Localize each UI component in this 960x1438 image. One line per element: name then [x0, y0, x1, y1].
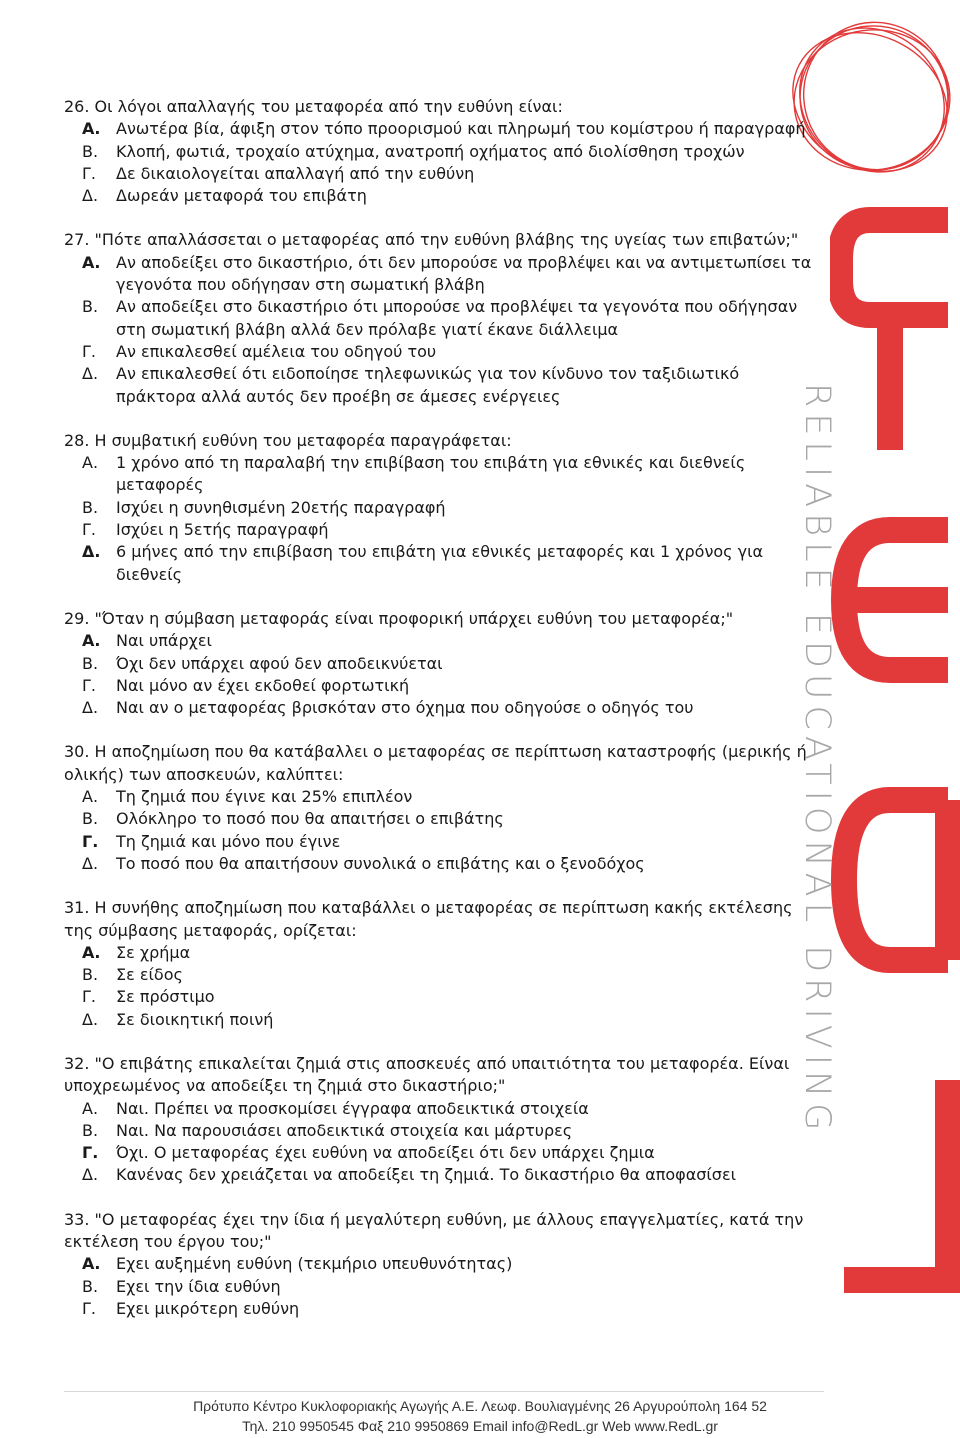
answer-option [82, 697, 814, 719]
answer-letter: Δ. [82, 1009, 99, 1029]
answer-option [82, 1298, 814, 1320]
answer-option [82, 252, 814, 297]
answer-text: Δε δικαιολογείται απαλλαγή από την ευθύνη [116, 163, 475, 183]
question-text [64, 1209, 814, 1254]
answer-option [82, 1253, 814, 1275]
footer-address: Πρότυπο Κέντρο Κυκλοφοριακής Αγωγής Α.Ε. Λεωφ. Βουλιαγμένης 26 Αργυρούπολη 164 52 [193, 1398, 767, 1414]
answer-options [64, 1253, 814, 1320]
answer-option [82, 675, 814, 697]
answer-option [82, 1120, 814, 1142]
answer-letter: Α. [82, 252, 101, 272]
answer-text: Δωρεάν μεταφορά του επιβάτη [116, 186, 367, 206]
answer-letter: Γ. [82, 987, 96, 1007]
answer-options [64, 1098, 814, 1187]
brand-tagline-vertical: RELIABLE EDUCATIONAL DRIVING [797, 383, 837, 1137]
question-text [64, 430, 814, 452]
answer-letter: Α. [82, 119, 101, 139]
question-prompt: "Ο μεταφορέας έχει την ίδια ή μεγαλύτερη ευθύνη, με άλλους επαγγελματίες, κατά την εκτέλεση του έργου του;" [64, 1209, 804, 1252]
answer-text: Τη ζημιά και μόνο που έγινε [116, 831, 341, 851]
answer-text: Αν αποδείξει στο δικαστήριο ότι μπορούσε να προβλέψει τα γεγονότα που οδήγησαν στη σωματική βλάβη αλλά δεν πρόλαβε γιατί έκανε διάλλειμα [116, 297, 798, 339]
answer-text: Σε διοικητική ποινή [116, 1009, 274, 1029]
answer-option [82, 1009, 814, 1031]
question-block [64, 897, 814, 1031]
question-number: 29. [64, 608, 90, 628]
answer-letter: Α. [82, 942, 101, 962]
page-footer [0, 1396, 960, 1436]
answer-option [82, 1164, 814, 1186]
answer-text: Το ποσό που θα απαιτήσουν συνολικά ο επιβάτης και ο ξενοδόχος [116, 853, 645, 873]
answer-text: Σε πρόστιμο [116, 987, 215, 1007]
answer-options [64, 942, 814, 1031]
question-text [64, 741, 814, 786]
answer-letter: Β. [82, 653, 99, 673]
answer-text: Κανένας δεν χρειάζεται να αποδείξει τη ζημιά. Το δικαστήριο θα αποφασίσει [116, 1165, 736, 1185]
answer-option [82, 808, 814, 830]
answer-letter: Δ. [82, 1165, 99, 1185]
answer-option [82, 964, 814, 986]
footer-divider [64, 1391, 824, 1392]
question-block [64, 96, 814, 207]
answer-letter: Δ. [82, 542, 101, 562]
answer-options [64, 452, 814, 586]
question-block [64, 1209, 814, 1320]
answer-option [82, 141, 814, 163]
question-block [64, 1053, 814, 1187]
question-number: 26. [64, 97, 90, 116]
question-prompt: "Ο επιβάτης επικαλείται ζημιά στις αποσκευές από υπαιτιότητα του μεταφορέα. Είναι υποχρεωμένος να αποδείξει τη ζημιά στο δικαστήριο;" [64, 1053, 790, 1096]
answer-option [82, 497, 814, 519]
answer-letter: Β. [82, 297, 99, 317]
questions-list [64, 96, 814, 1342]
answer-letter: Δ. [82, 186, 99, 206]
answer-letter: Γ. [82, 675, 96, 695]
answer-letter: Γ. [82, 1298, 96, 1318]
answer-text: 6 μήνες από την επιβίβαση του επιβάτη για εθνικές μεταφορές και 1 χρόνος για διεθνείς [116, 542, 764, 584]
question-number: 27. [64, 230, 90, 250]
answer-option [82, 1142, 814, 1164]
question-prompt: Η συνήθης αποζημίωση που καταβάλλει ο μεταφορέας σε περίπτωση κακής εκτέλεσης της σύμβασης μεταφοράς, ορίζεται: [64, 898, 793, 940]
answer-option [82, 296, 814, 341]
answer-text: Όχι δεν υπάρχει αφού δεν αποδεικνύεται [116, 653, 443, 673]
question-text [64, 1053, 814, 1098]
question-block [64, 229, 814, 407]
answer-option [82, 986, 814, 1008]
answer-option [82, 853, 814, 875]
answer-letter: Β. [82, 1120, 99, 1140]
answer-letter: Α. [82, 631, 101, 651]
question-prompt: Η αποζημίωση που θα κατάβαλλει ο μεταφορέας σε περίπτωση καταστροφής (μερικής ή ολικής) των αποσκευών, καλύπτει: [64, 742, 807, 784]
question-prompt: "Όταν η σύμβαση μεταφοράς είναι προφορική υπάρχει ευθύνη του μεταφορέα;" [94, 608, 734, 628]
answer-option [82, 452, 814, 497]
answer-text: Αν επικαλεσθεί αμέλεια του οδηγού του [116, 341, 437, 361]
answer-letter: Γ. [82, 520, 96, 540]
answer-letter: Α. [82, 1254, 101, 1274]
answer-option [82, 1276, 814, 1298]
question-text [64, 96, 814, 118]
answer-letter: Β. [82, 965, 99, 985]
question-number: 32. [64, 1053, 90, 1073]
answer-text: Ναι αν ο μεταφορέας βρισκόταν στο όχημα που οδηγούσε ο οδηγός του [116, 698, 694, 718]
answer-text: Σε είδος [116, 965, 183, 985]
answer-text: Εχει την ίδια ευθύνη [116, 1276, 281, 1296]
question-block [64, 608, 814, 719]
question-text [64, 229, 814, 251]
answer-letter: Β. [82, 497, 99, 517]
answer-text: Τη ζημιά που έγινε και 25% επιπλέον [116, 787, 413, 807]
answer-letter: Γ. [82, 831, 99, 851]
answer-option [82, 1098, 814, 1120]
answer-text: Σε χρήμα [116, 942, 191, 962]
answer-text: Αν αποδείξει στο δικαστήριο, ότι δεν μπορούσε να προβλέψει και να αντιμετωπίσει τα γεγονότα που οδήγησαν στη σωματική βλάβη [116, 252, 812, 295]
answer-text: Όχι. Ο μεταφορέας έχει ευθύνη να αποδείξει ότι δεν υπάρχει ζημια [116, 1143, 655, 1163]
answer-option [82, 363, 814, 408]
answer-option [82, 341, 814, 363]
answer-option [82, 630, 814, 652]
answer-text: Ολόκληρο το ποσό που θα απαιτήσει ο επιβάτης [116, 809, 504, 829]
question-prompt: Η συμβατική ευθύνη του μεταφορέα παραγράφεται: [94, 430, 512, 450]
answer-letter: Β. [82, 141, 99, 161]
answer-letter: Β. [82, 1276, 99, 1296]
answer-option [82, 519, 814, 541]
answer-option [82, 163, 814, 185]
answer-text: Εχει αυξημένη ευθύνη (τεκμήριο υπευθυνότητας) [116, 1254, 513, 1274]
answer-letter: Δ. [82, 853, 99, 873]
question-number: 30. [64, 742, 90, 762]
question-text [64, 897, 814, 942]
answer-option [82, 942, 814, 964]
answer-text: Ναι μόνο αν έχει εκδοθεί φορτωτική [116, 675, 410, 695]
answer-letter: Β. [82, 809, 99, 829]
question-number: 33. [64, 1209, 90, 1229]
question-number: 31. [64, 898, 90, 918]
answer-option [82, 653, 814, 675]
question-block [64, 741, 814, 875]
answer-letter: Γ. [82, 163, 96, 183]
answer-text: 1 χρόνο από τη παραλαβή την επιβίβαση του επιβάτη για εθνικές και διεθνείς μεταφορές [116, 453, 746, 495]
answer-option [82, 541, 814, 586]
answer-letter: Α. [82, 453, 99, 473]
answer-text: Κλοπή, φωτιά, τροχαίο ατύχημα, ανατροπή οχήματος από διολίσθηση τροχών [116, 141, 745, 161]
answer-letter: Α. [82, 1098, 99, 1118]
answer-options [64, 630, 814, 719]
answer-text: Ισχύει η 5ετής παραγραφή [116, 520, 329, 540]
answer-option [82, 118, 814, 140]
answer-text: Ναι. Πρέπει να προσκομίσει έγγραφα αποδεικτικά στοιχεία [116, 1098, 589, 1118]
answer-letter: Γ. [82, 341, 96, 361]
answer-letter: Δ. [82, 364, 99, 384]
answer-letter: Α. [82, 787, 99, 807]
answer-option [82, 185, 814, 207]
answer-text: Εχει μικρότερη ευθύνη [116, 1298, 300, 1318]
answer-options [64, 252, 814, 408]
question-block [64, 430, 814, 586]
question-text [64, 608, 814, 630]
answer-text: Ανωτέρα βία, άφιξη στον τόπο προορισμού και πληρωμή του κομίστρου ή παραγραφή [116, 119, 806, 139]
answer-text: Ναι. Να παρουσιάσει αποδεικτικά στοιχεία και μάρτυρες [116, 1120, 573, 1140]
answer-options [64, 786, 814, 875]
answer-letter: Δ. [82, 698, 99, 718]
question-prompt: Οι λόγοι απαλλαγής του μεταφορέα από την ευθύνη είναι: [94, 97, 563, 116]
answer-options [64, 118, 814, 207]
answer-letter: Γ. [82, 1143, 99, 1163]
question-prompt: "Πότε απαλλάσσεται ο μεταφορέας από την ευθύνη βλάβης της υγείας των επιβατών;" [94, 230, 799, 250]
footer-contact: Τηλ. 210 9950545 Φαξ 210 9950869 Email info@RedL.gr Web www.RedL.gr [242, 1418, 718, 1434]
answer-text: Αν επικαλεσθεί ότι ειδοποίησε τηλεφωνικώς για τον κίνδυνο τον ταξιδιωτικό πράκτορα αλλά αυτός δεν προέβη σε άμεσες ενέργειες [116, 364, 740, 406]
question-number: 28. [64, 430, 90, 450]
answer-text: Ναι υπάρχει [116, 631, 212, 651]
brand-redl-letters [830, 200, 960, 1300]
answer-text: Ισχύει η συνηθισμένη 20ετής παραγραφή [116, 497, 446, 517]
answer-option [82, 831, 814, 853]
answer-option [82, 786, 814, 808]
